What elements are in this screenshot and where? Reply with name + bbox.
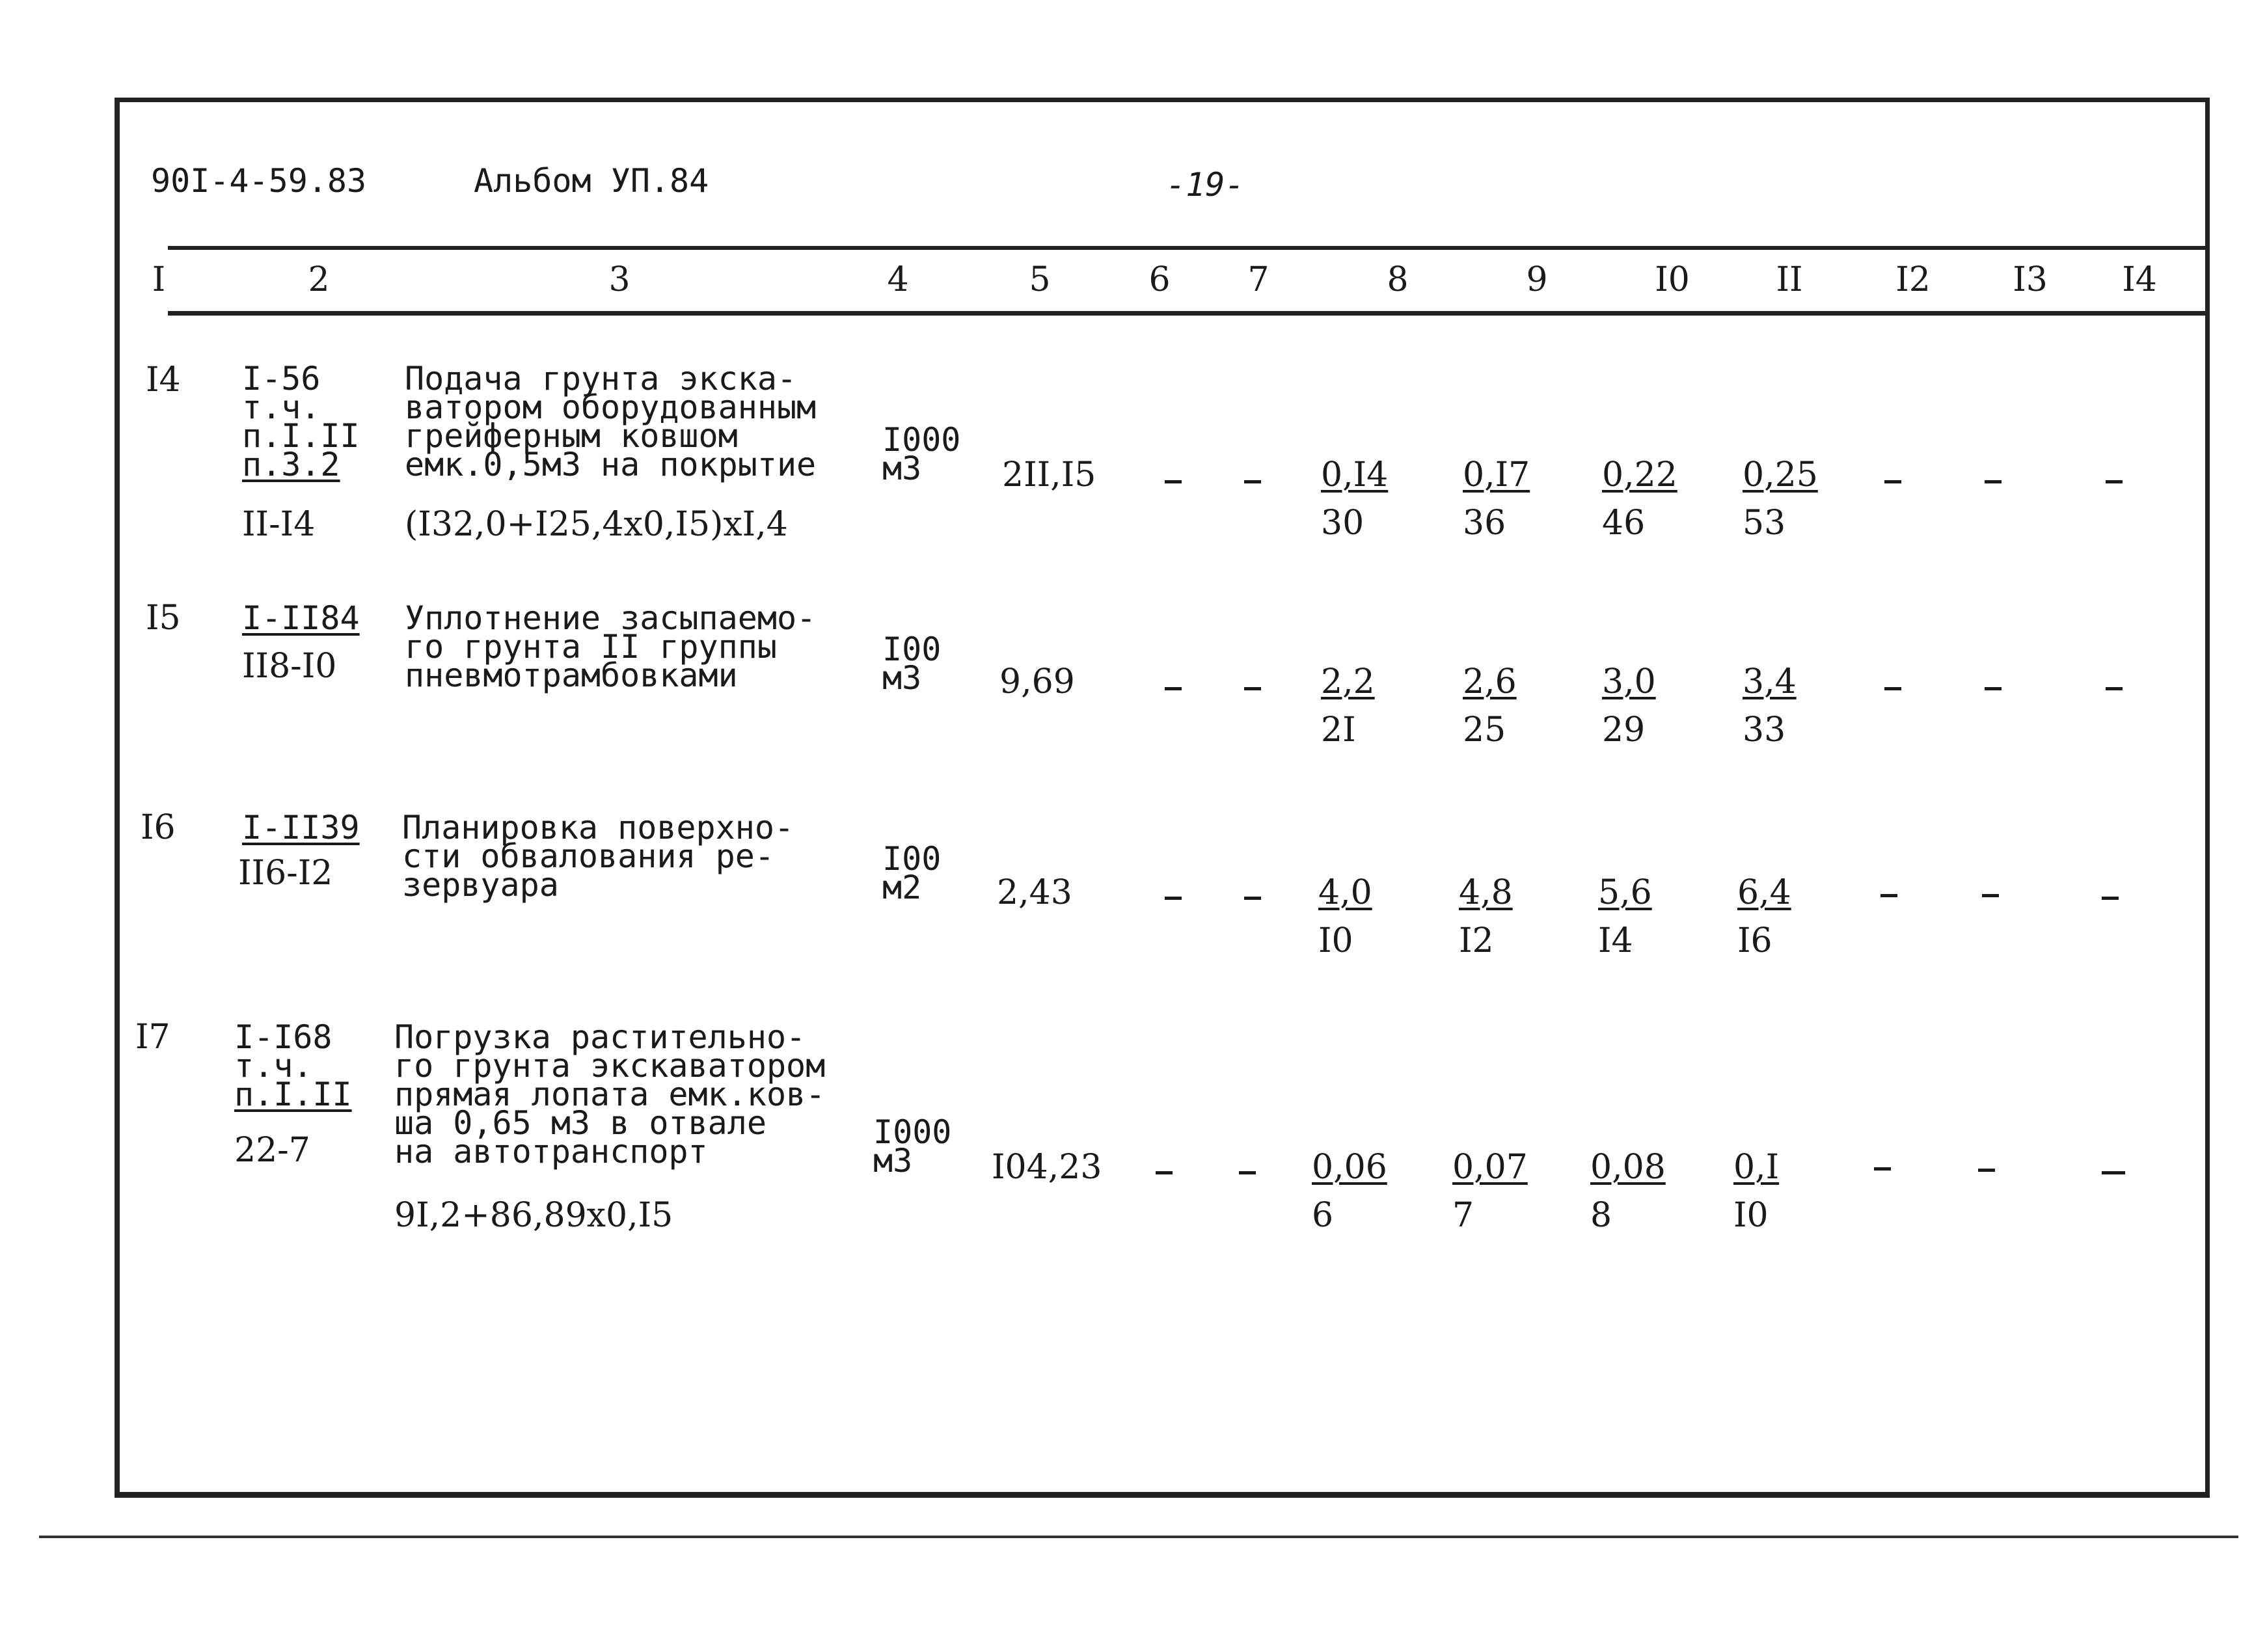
row-code: I-II84 bbox=[242, 599, 360, 637]
row-unit: I000 м3 bbox=[882, 421, 961, 487]
column-header-10: I0 bbox=[1655, 260, 1690, 299]
row-quantity: 9,69 bbox=[999, 662, 1075, 701]
dash-col14 bbox=[2102, 1171, 2125, 1174]
cell-col10-bottom: 8 bbox=[1590, 1196, 1612, 1235]
cell-col11-bottom: 33 bbox=[1743, 711, 1786, 750]
row-formula: 9I,2+86,89x0,I5 bbox=[394, 1196, 673, 1235]
cell-col11-bottom: I0 bbox=[1733, 1196, 1769, 1235]
dash-col14 bbox=[2106, 687, 2123, 690]
column-header-9: 9 bbox=[1526, 260, 1548, 299]
cell-col8-top: 0,06 bbox=[1312, 1148, 1387, 1187]
dash-col13 bbox=[1985, 480, 2002, 483]
dash-col14 bbox=[2106, 480, 2123, 483]
dash-col7 bbox=[1244, 480, 1261, 483]
dash-col13 bbox=[1982, 894, 1999, 897]
cell-col11-bottom: 53 bbox=[1743, 504, 1786, 543]
cell-col10-bottom: 46 bbox=[1602, 504, 1646, 543]
cell-col9-bottom: 36 bbox=[1463, 504, 1506, 543]
column-header-11: II bbox=[1776, 260, 1803, 299]
row-number: I4 bbox=[146, 360, 181, 399]
row-unit: I00 м3 bbox=[882, 630, 942, 697]
dash-col12 bbox=[1884, 480, 1901, 483]
cell-col9-top: 0,I7 bbox=[1463, 455, 1530, 494]
page-bottom-rule bbox=[39, 1536, 2238, 1538]
row-quantity: 2II,I5 bbox=[1002, 455, 1096, 494]
table-frame bbox=[115, 98, 2210, 1498]
cell-col8-top: 0,I4 bbox=[1321, 455, 1389, 494]
cell-col9-top: 4,8 bbox=[1459, 873, 1513, 912]
doc-code: 90I-4-59.83 bbox=[151, 162, 367, 200]
row-code: I-I68 т.ч. п.I.II bbox=[234, 1018, 352, 1113]
row-code: I-56 т.ч. п.I.II п.3.2 bbox=[242, 360, 360, 483]
row-unit: I00 м2 bbox=[882, 840, 942, 906]
dash-col7 bbox=[1239, 1171, 1256, 1174]
row-code-sub: 22-7 bbox=[234, 1131, 310, 1170]
dash-col14 bbox=[2102, 897, 2119, 900]
cell-col10-bottom: 29 bbox=[1602, 711, 1646, 750]
row-number: I7 bbox=[135, 1018, 170, 1057]
dash-col13 bbox=[1978, 1169, 1995, 1172]
header-rule-bottom bbox=[168, 311, 2210, 316]
cell-col9-bottom: I2 bbox=[1459, 921, 1494, 960]
dash-col12 bbox=[1884, 687, 1901, 690]
cell-col11-top: 3,4 bbox=[1743, 662, 1797, 701]
column-header-12: I2 bbox=[1895, 260, 1931, 299]
row-number: I5 bbox=[146, 599, 181, 638]
column-header-13: I3 bbox=[2013, 260, 2048, 299]
column-header-8: 8 bbox=[1387, 260, 1409, 299]
cell-col11-bottom: I6 bbox=[1737, 921, 1772, 960]
dash-col7 bbox=[1244, 687, 1261, 690]
column-header-3: 3 bbox=[608, 260, 631, 299]
cell-col8-top: 4,0 bbox=[1318, 873, 1372, 912]
column-header-4: 4 bbox=[887, 260, 909, 299]
dash-col13 bbox=[1985, 687, 2002, 690]
column-header-5: 5 bbox=[1029, 260, 1051, 299]
cell-col10-top: 3,0 bbox=[1602, 662, 1656, 701]
row-description: Подача грунта экска- ватором оборудованным грейферным ковшом емк.0,5м3 на покрытие bbox=[405, 360, 817, 483]
cell-col9-top: 0,07 bbox=[1452, 1148, 1528, 1187]
row-description: Уплотнение засыпаемо- го грунта II группы пневмотрамбовками bbox=[405, 599, 817, 694]
dash-col6 bbox=[1165, 897, 1182, 900]
cell-col10-top: 0,08 bbox=[1590, 1148, 1666, 1187]
row-code-sub: II6-I2 bbox=[238, 854, 333, 893]
cell-col8-bottom: 6 bbox=[1312, 1196, 1334, 1235]
column-header-2: 2 bbox=[308, 260, 330, 299]
row-quantity: 2,43 bbox=[997, 873, 1072, 912]
cell-col9-top: 2,6 bbox=[1463, 662, 1517, 701]
dash-col7 bbox=[1244, 897, 1261, 900]
row-description: Планировка поверхно- сти обвалования ре- зервуара bbox=[402, 809, 794, 904]
cell-col8-bottom: 2I bbox=[1321, 711, 1356, 750]
column-header-7: 7 bbox=[1247, 260, 1269, 299]
cell-col8-bottom: I0 bbox=[1318, 921, 1353, 960]
album-label: Альбом УП.84 bbox=[474, 162, 709, 200]
row-code-sub: II8-I0 bbox=[242, 647, 337, 686]
dash-col6 bbox=[1165, 480, 1182, 483]
cell-col11-top: 0,25 bbox=[1743, 455, 1818, 494]
row-quantity: I04,23 bbox=[992, 1148, 1102, 1187]
cell-col9-bottom: 7 bbox=[1452, 1196, 1474, 1235]
cell-col8-bottom: 30 bbox=[1321, 504, 1364, 543]
column-header-1: I bbox=[152, 260, 166, 299]
row-unit: I000 м3 bbox=[873, 1113, 952, 1180]
header-rule-top bbox=[168, 246, 2210, 250]
cell-col9-bottom: 25 bbox=[1463, 711, 1506, 750]
row-description: Погрузка растительно- го грунта экскаватором прямая лопата емк.ков- ша 0,65 м3 в отвале на автотранспорт bbox=[394, 1018, 826, 1171]
column-header-6: 6 bbox=[1148, 260, 1171, 299]
cell-col8-top: 2,2 bbox=[1321, 662, 1375, 701]
cell-col10-top: 0,22 bbox=[1602, 455, 1677, 494]
row-code: I-II39 bbox=[242, 809, 360, 846]
cell-col11-top: 6,4 bbox=[1737, 873, 1791, 912]
row-formula: (I32,0+I25,4x0,I5)xI,4 bbox=[405, 505, 788, 544]
cell-col10-bottom: I4 bbox=[1598, 921, 1633, 960]
dash-col12 bbox=[1874, 1167, 1891, 1171]
page-number: -19- bbox=[1166, 166, 1245, 204]
column-header-14: I4 bbox=[2122, 260, 2157, 299]
dash-col12 bbox=[1880, 894, 1897, 897]
row-number: I6 bbox=[141, 808, 176, 847]
dash-col6 bbox=[1165, 687, 1182, 690]
dash-col6 bbox=[1156, 1171, 1173, 1174]
row-code-sub: II-I4 bbox=[242, 505, 316, 544]
cell-col11-top: 0,I bbox=[1733, 1148, 1780, 1187]
cell-col10-top: 5,6 bbox=[1598, 873, 1652, 912]
